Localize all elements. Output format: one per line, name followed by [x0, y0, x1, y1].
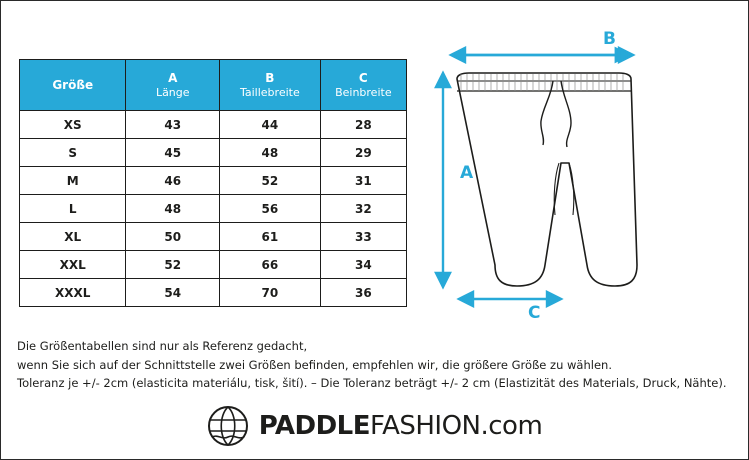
note-line-3: Toleranz je +/- 2cm (elasticita materiálu, tisk, šití). – Die Toleranz beträgt +/- 2 cm (Elastizität des Materials, Druck, Nähte). [17, 376, 727, 391]
cell-size: XL [20, 223, 126, 251]
cell-c: 36 [320, 279, 406, 307]
brand-wordmark [259, 411, 543, 441]
table-row [20, 223, 407, 251]
cell-b: 44 [220, 111, 321, 139]
cell-a: 46 [126, 167, 220, 195]
table-row [20, 111, 407, 139]
cell-a: 45 [126, 139, 220, 167]
cell-c: 34 [320, 251, 406, 279]
cell-size: S [20, 139, 126, 167]
cell-size: L [20, 195, 126, 223]
table-row [20, 195, 407, 223]
shorts-illustration [431, 15, 731, 330]
size-table-container [19, 59, 407, 307]
cell-c: 31 [320, 167, 406, 195]
globe-icon [207, 405, 249, 447]
cell-size: XXXL [20, 279, 126, 307]
shorts-outline [457, 73, 637, 286]
brand-logo [1, 405, 748, 447]
disclaimer-notes [17, 337, 733, 393]
column-header-a-main: A [168, 70, 178, 85]
cell-c: 28 [320, 111, 406, 139]
note-line-1: Die Größentabellen sind nur als Referenz gedacht, [17, 339, 308, 353]
dimension-label-a: A [460, 163, 474, 183]
dimension-arrow-c [459, 292, 561, 306]
dimension-label-c: C [528, 303, 541, 323]
cell-c: 33 [320, 223, 406, 251]
size-table [19, 59, 407, 307]
cell-a: 43 [126, 111, 220, 139]
dimension-arrow-a [436, 73, 450, 287]
cell-c: 32 [320, 195, 406, 223]
cell-size: M [20, 167, 126, 195]
column-header-a-sub: Länge [155, 85, 190, 99]
brand-tld: .com [480, 411, 543, 441]
cell-size: XS [20, 111, 126, 139]
cell-b: 52 [220, 167, 321, 195]
cell-b: 61 [220, 223, 321, 251]
table-row [20, 279, 407, 307]
table-row [20, 167, 407, 195]
note-line-2: wenn Sie sich auf der Schnittstelle zwei Größen befinden, empfehlen wir, die größere Größe zu wählen. [17, 357, 612, 372]
table-header-row [20, 60, 407, 111]
table-row [20, 251, 407, 279]
column-header-size-main: Größe [52, 77, 94, 92]
column-header-b [220, 60, 321, 111]
cell-size: XXL [20, 251, 126, 279]
cell-c: 29 [320, 139, 406, 167]
column-header-b-sub: Taillebreite [239, 85, 300, 99]
brand-name-bold: PADDLE [258, 411, 370, 441]
cell-a: 48 [126, 195, 220, 223]
dimension-label-b: B [603, 29, 616, 49]
column-header-c-sub: Beinbreite [335, 85, 392, 99]
cell-a: 50 [126, 223, 220, 251]
column-header-c [320, 60, 406, 111]
cell-a: 52 [126, 251, 220, 279]
column-header-c-main: C [358, 70, 368, 85]
cell-b: 56 [220, 195, 321, 223]
column-header-size [20, 60, 126, 111]
cell-a: 54 [126, 279, 220, 307]
cell-b: 70 [220, 279, 321, 307]
table-row [20, 139, 407, 167]
cell-b: 66 [220, 251, 321, 279]
column-header-b-main: B [265, 70, 275, 85]
shorts-diagram-svg [431, 15, 731, 330]
brand-name-light: FASHION [370, 411, 481, 441]
column-header-a [126, 60, 220, 111]
cell-b: 48 [220, 139, 321, 167]
